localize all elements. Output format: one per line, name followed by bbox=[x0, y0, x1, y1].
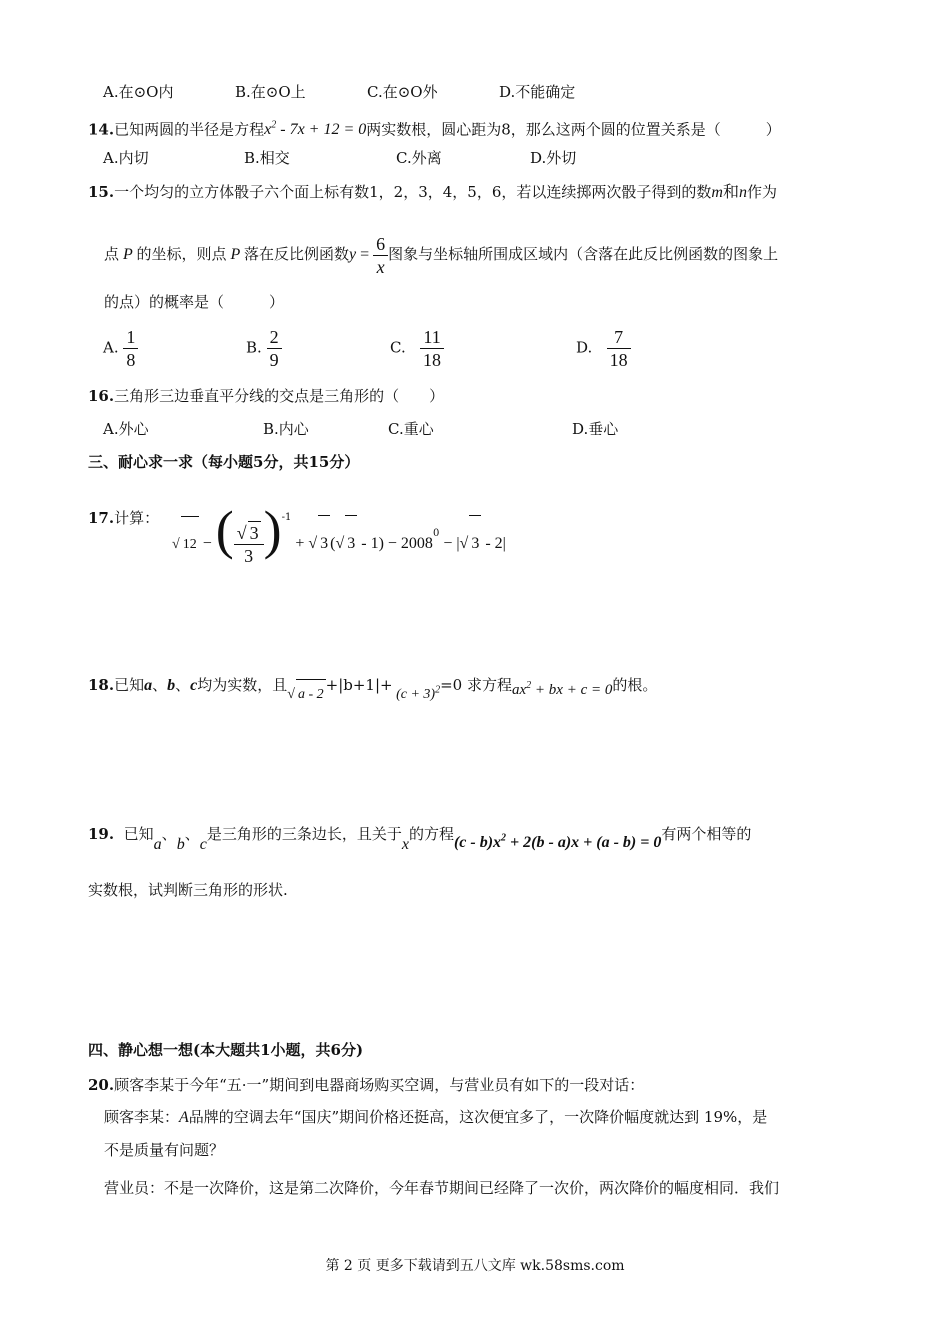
section-3-heading: 三、耐心求一求（每小题5分，共15分） bbox=[88, 453, 360, 471]
q17-expression: √ 12 − ( $\frac{√ 3}{3}$ )$^{-1}$ + √ 3 (√ $3 - 1) - 2008^0$ − |√ 3 - 2| bbox=[172, 490, 506, 573]
question-20-line1: 20.顾客李某于今年“五·一”期间到电器商场购买空调，与营业员有如下的一段对话： bbox=[88, 1076, 645, 1094]
question-14: 14.已知两圆的半径是方程$x^2 - 7x + 12 = 0$两实数根，圆心距为8，那么这两个圆的位置关系是（ ） bbox=[88, 120, 781, 139]
q14-option-a: A.内切 bbox=[103, 149, 149, 167]
q13-option-c: C.在⊙O外 bbox=[367, 83, 438, 101]
q13-option-b: B.在⊙O上 bbox=[235, 83, 306, 101]
question-16: 16.三角形三边垂直平分线的交点是三角形的（ ） bbox=[88, 387, 445, 405]
question-19: 19. 已知a、b、c是三角形的三条边长，且关于x的方程$(c - b)x^2 + 2(b - a)x + (a - b) = 0$有两个相等的 bbox=[88, 825, 752, 853]
q15-option-a: A. $\frac{1}{8}$ bbox=[103, 326, 138, 371]
q15-option-c: C. $\frac{11}{18}$ bbox=[390, 326, 444, 371]
question-15-line2: 点 P 的坐标，则点 P 落在反比例函数y = $\frac{6}{x}$ 图象与坐标轴所围成区域内（含落在此反比例函数的图象上 bbox=[104, 233, 779, 277]
page-footer: 第 2 页 更多下载请到五八文库 wk.58sms.com bbox=[325, 1258, 625, 1274]
question-18: 18.已知a、b、c均为实数，且√ $a - 2+|b+1|+ (c + 3)^2=0$ 求方程$ax^2$ + bx + c = 0的根。 bbox=[88, 670, 657, 710]
q13-option-d: D.不能确定 bbox=[499, 83, 576, 101]
question-20-line2: 顾客李某：A品牌的空调去年“国庆”期间价格还挺高，这次便宜多了，一次降价幅度就达到 19%，是 bbox=[104, 1108, 768, 1126]
q14-option-c: C.外离 bbox=[396, 149, 442, 167]
question-15-line3: 的点）的概率是（ ） bbox=[104, 293, 285, 311]
q15-option-b: B. $\frac{2}{9}$ bbox=[246, 326, 282, 371]
q16-option-d: D.垂心 bbox=[572, 420, 619, 438]
q15-option-d: D. $\frac{7}{18}$ bbox=[576, 326, 631, 371]
section-4-heading: 四、静心想一想(本大题共1小题，共6分) bbox=[88, 1041, 364, 1059]
equation: $x^2 - 7x + 12 = 0$ bbox=[264, 120, 367, 139]
question-20-line3: 不是质量有问题？ bbox=[104, 1141, 225, 1159]
q16-option-a: A.外心 bbox=[103, 420, 149, 438]
fraction-6-over-x: $\frac{6}{x}$ bbox=[373, 233, 388, 278]
q16-option-b: B.内心 bbox=[263, 420, 309, 438]
question-17: 17.计算： bbox=[88, 509, 160, 527]
q16-option-c: C.重心 bbox=[388, 420, 434, 438]
question-20-line4: 营业员：不是一次降价，这是第二次降价，今年春节期间已经降了一次价，两次降价的幅度相同．我们 bbox=[104, 1179, 780, 1197]
q14-option-d: D.外切 bbox=[530, 149, 577, 167]
q14-option-b: B.相交 bbox=[244, 149, 290, 167]
question-number: 14. bbox=[88, 120, 115, 139]
question-19-line2: 实数根，试判断三角形的形状. bbox=[88, 881, 288, 899]
question-15-line1: 15.一个均匀的立方体骰子六个面上标有数1，2，3，4，5，6，若以连续掷两次骰子得到的数m和n作为 bbox=[88, 183, 777, 201]
q13-option-a: A.在⊙O内 bbox=[103, 83, 174, 101]
